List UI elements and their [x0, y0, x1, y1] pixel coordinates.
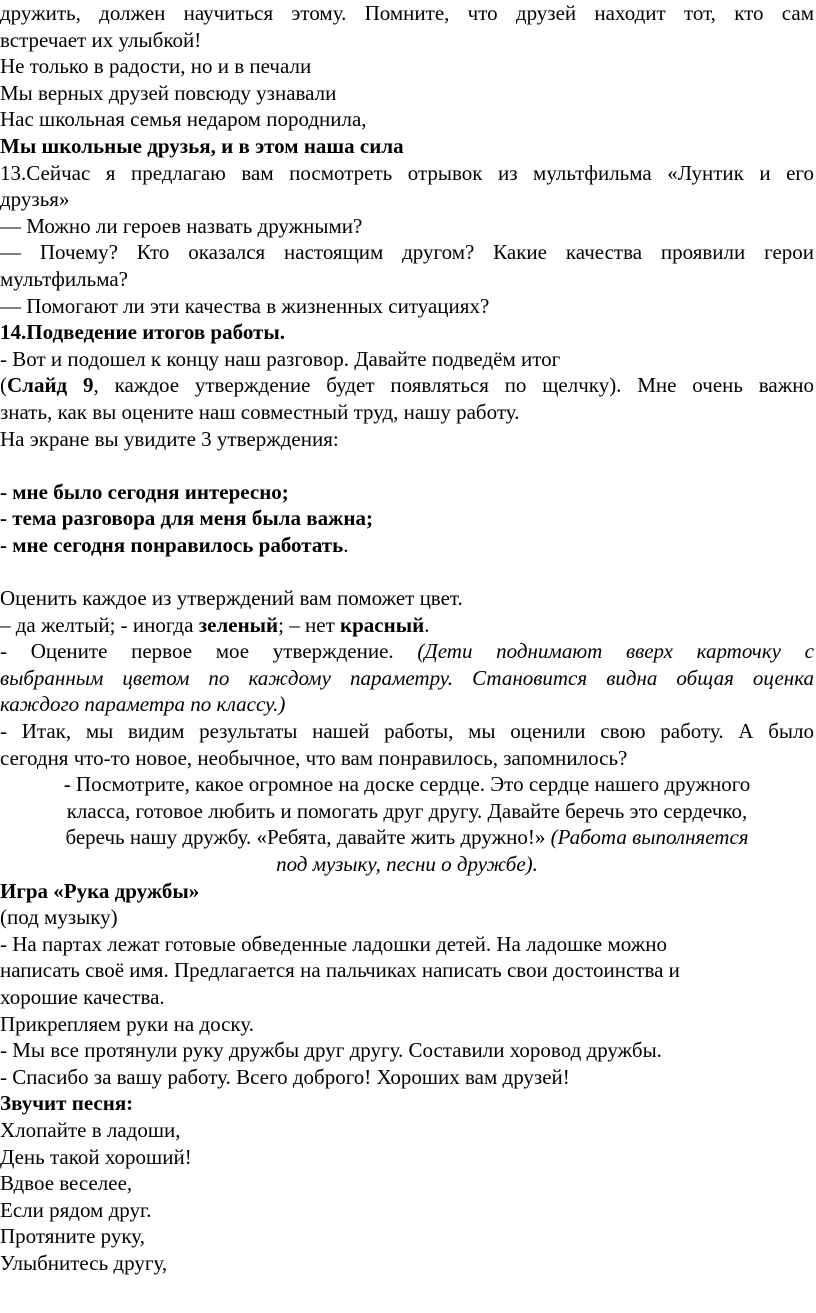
song-line-2: День такой хороший! — [0, 1144, 192, 1169]
evaluate-line-1 — [0, 638, 814, 665]
evaluate-line-2-text: выбранным цветом по каждому параметру. Становится видна общая оценка — [0, 665, 814, 690]
game-line-1: - На партах лежат готовые обведенные ладошки детей. На ладошке можно — [0, 931, 668, 956]
evaluate-line-3-text: каждого параметра по классу.) — [0, 692, 286, 717]
green-word: зеленый — [198, 612, 279, 637]
item14-heading-text: 14.Подведение итогов работы. — [0, 320, 286, 345]
poem-line-1: Не только в радости, но и в печали — [0, 54, 312, 79]
poem-line-4-bold — [0, 133, 814, 160]
game-line-4: Прикрепляем руки на доску. — [0, 1011, 254, 1036]
statement-3-text: - мне сегодня понравилось работать — [0, 532, 344, 557]
blank-line — [0, 452, 814, 479]
game-line-3: хорошие качества. — [0, 984, 165, 1009]
game-line-6: - Спасибо за вашу работу. Всего доброго! Хороших вам друзей! — [0, 1064, 570, 1089]
heart-line-3-italic: (Работа выполняется — [550, 825, 749, 850]
heart-line-3-plain: беречь нашу дружбу. «Ребята, давайте жить дружно!» — [65, 825, 551, 850]
statement-2-text: - тема разговора для меня была важна; — [0, 506, 373, 531]
statement-2 — [0, 505, 814, 532]
game-sub: (под музыку) — [0, 905, 118, 930]
blank-line — [0, 558, 814, 585]
item14-line-1: - Вот и подошел к концу наш разговор. Давайте подведём итог — [0, 346, 561, 371]
item13-question-2-line-1: — Почему? Кто оказался настоящим другом? Какие качества проявили герои — [0, 240, 814, 265]
song-heading — [0, 1090, 814, 1117]
item14-line-3: знать, как вы оцените наш совместный труд, нашу работу. — [0, 399, 520, 424]
song-line-4: Если рядом друг. — [0, 1197, 152, 1222]
heart-line-4 — [0, 851, 814, 878]
intro-line-1: дружить, должен научиться этому. Помните, что друзей находит тот, кто сам — [0, 1, 814, 25]
colors-line-2-b: ; – нет — [278, 612, 340, 637]
evaluate-italic: (Дети поднимают вверх карточку с — [417, 639, 814, 664]
game-heading — [0, 878, 814, 905]
item13-line-2: друзья» — [0, 187, 70, 212]
song-line-1: Хлопайте в ладоши, — [0, 1117, 181, 1142]
poem-bold-text: Мы школьные друзья, и в этом наша сила — [0, 133, 404, 158]
item14-line-2 — [0, 372, 814, 399]
song-line-5: Протяните руку, — [0, 1224, 145, 1249]
poem-line-2: Мы верных друзей повсюду узнавали — [0, 80, 337, 105]
statement-1 — [0, 479, 814, 506]
item13-line-1: 13.Сейчас я предлагаю вам посмотреть отрывок из мультфильма «Лунтик и его — [0, 160, 814, 185]
statement-3-end: . — [343, 532, 349, 557]
colors-line-2-a: – да желтый; - иногда — [0, 612, 199, 637]
results-line-2: сегодня что-то новое, необычное, что вам понравилось, запомнилось? — [0, 745, 628, 770]
heart-line-1: - Посмотрите, какое огромное на доске сердце. Это сердце нашего дружного — [63, 772, 751, 797]
colors-line-2 — [0, 612, 814, 639]
item14-line-2-rest: , каждое утверждение будет появляться по щелчку). Мне очень важно — [93, 373, 814, 398]
item14-paren: ( — [0, 373, 7, 398]
evaluate-line-3 — [0, 691, 814, 718]
item13-question-2-line-2: мультфильма? — [0, 266, 128, 291]
evaluate-plain: - Оцените первое мое утверждение. — [0, 639, 418, 664]
item13-question-1: — Можно ли героев назвать дружными? — [0, 213, 363, 238]
game-heading-text: Игра «Рука дружбы» — [0, 878, 200, 903]
intro-line-2: встречает их улыбкой! — [0, 27, 202, 52]
evaluate-line-2 — [0, 665, 814, 692]
song-line-3: Вдвое веселее, — [0, 1171, 133, 1196]
song-line-6: Улыбнитесь другу, — [0, 1250, 168, 1275]
heart-line-3 — [0, 824, 814, 851]
results-line-1: - Итак, мы видим результаты нашей работы, мы оценили свою работу. А было — [0, 719, 814, 744]
heart-line-2: класса, готовое любить и помогать друг другу. Давайте беречь это сердечко, — [66, 798, 748, 823]
statement-1-text: - мне было сегодня интересно; — [0, 479, 289, 504]
colors-line-2-c: . — [424, 612, 430, 637]
colors-line-1: Оценить каждое из утверждений вам поможет цвет. — [0, 586, 463, 611]
item13-question-3: — Помогают ли эти качества в жизненных ситуациях? — [0, 293, 490, 318]
red-word: красный — [340, 612, 425, 637]
poem-line-3: Нас школьная семья недаром породнила, — [0, 107, 367, 132]
item14-heading — [0, 319, 814, 346]
game-line-5: - Мы все протянули руку дружбы друг другу. Составили хоровод дружбы. — [0, 1038, 662, 1063]
slide-ref: Слайд 9 — [7, 373, 94, 398]
statement-3 — [0, 532, 814, 559]
song-heading-text: Звучит песня: — [0, 1091, 134, 1116]
item14-line-4: На экране вы увидите 3 утверждения: — [0, 426, 339, 451]
heart-line-4-italic: под музыку, песни о дружбе). — [276, 852, 538, 876]
game-line-2: написать своё имя. Предлагается на пальчиках написать свои достоинства и — [0, 958, 680, 983]
